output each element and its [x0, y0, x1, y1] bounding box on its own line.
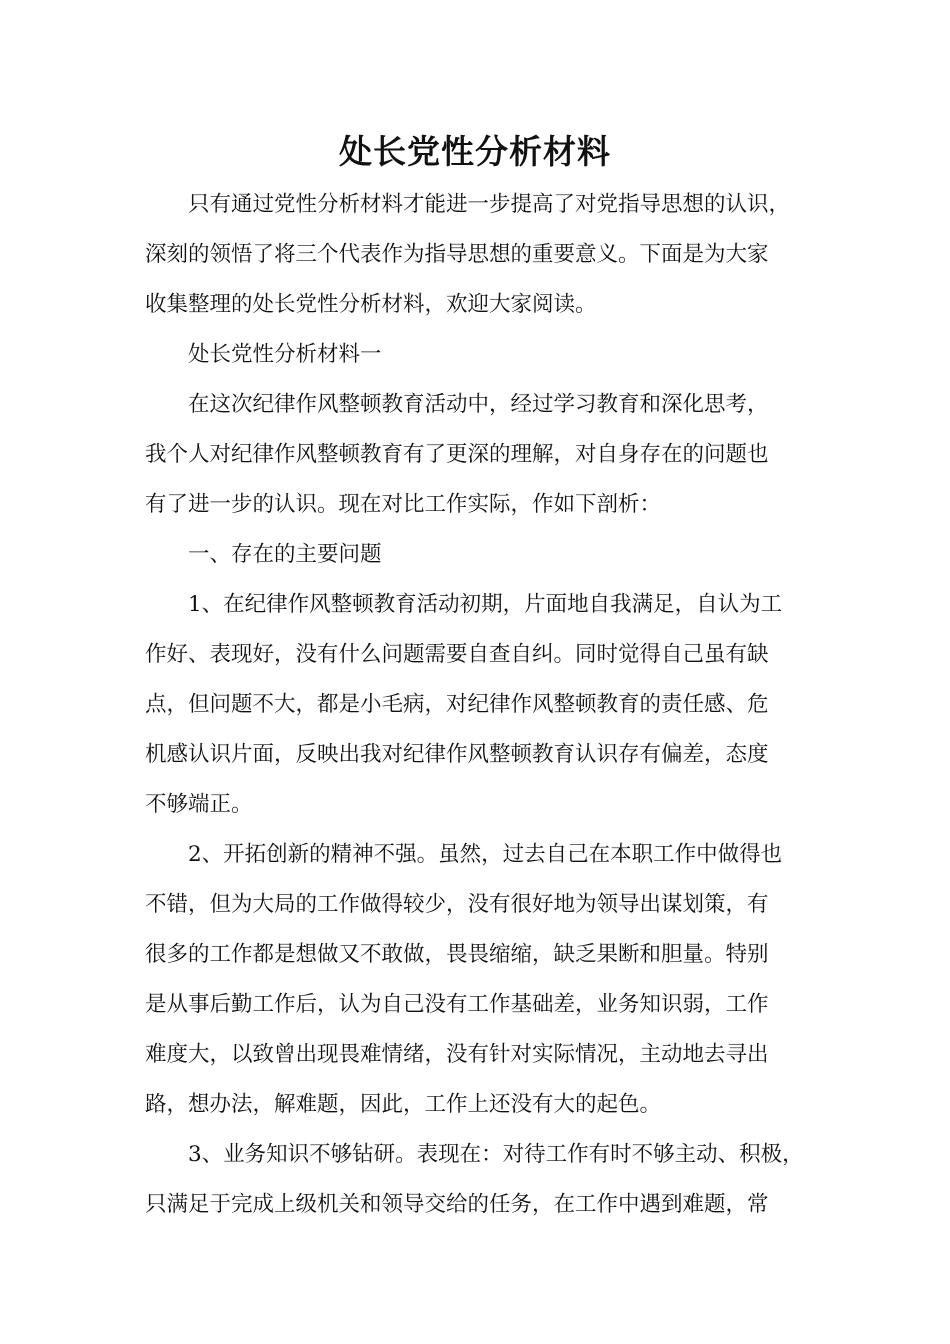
text-line: 机感认识片面，反映出我对纪律作风整顿教育认识存有偏差，态度 [145, 742, 769, 767]
text-line: 难度大，以致曾出现畏难情绪，没有针对实际情况，主动地去寻出 [145, 1042, 769, 1067]
text-line: 只有通过党性分析材料才能进一步提高了对党指导思想的认识， [188, 192, 791, 217]
paragraph-preface [145, 380, 825, 530]
paragraph-intro [145, 180, 825, 330]
text-line: 点，但问题不大，都是小毛病，对纪律作风整顿教育的责任感、危 [145, 692, 769, 717]
text-line: 在这次纪律作风整顿教育活动中，经过学习教育和深化思考， [188, 392, 769, 417]
text-line: 深刻的领悟了将三个代表作为指导思想的重要意义。下面是为大家 [145, 242, 769, 267]
section-heading-main-problems [145, 530, 825, 580]
text-line: 有了进一步的认识。现在对比工作实际，作如下剖析： [145, 492, 662, 517]
section-heading-material-one [145, 330, 825, 380]
text-line: 3、业务知识不够钻研。表现在：对待工作有时不够主动、积极， [188, 1142, 804, 1167]
text-line: 路，想办法，解难题，因此，工作上还没有大的起色。 [145, 1092, 662, 1117]
paragraph-item-2 [145, 830, 825, 1130]
document-body [145, 180, 825, 1230]
text-line: 一、存在的主要问题 [188, 542, 382, 567]
text-line: 很多的工作都是想做又不敢做，畏畏缩缩，缺乏果断和胆量。特别 [145, 942, 769, 967]
document-title: 处长党性分析材料 [339, 132, 611, 171]
text-line: 处长党性分析材料一 [188, 342, 382, 367]
text-line: 1、在纪律作风整顿教育活动初期，片面地自我满足，自认为工 [188, 592, 783, 617]
paragraph-item-1 [145, 580, 825, 830]
paragraph-item-3 [145, 1130, 825, 1230]
text-line: 我个人对纪律作风整顿教育有了更深的理解，对自身存在的问题也 [145, 442, 769, 467]
text-line: 不够端正。 [145, 792, 253, 817]
text-line: 是从事后勤工作后，认为自己没有工作基础差，业务知识弱，工作 [145, 992, 769, 1017]
text-line: 收集整理的处长党性分析材料，欢迎大家阅读。 [145, 292, 597, 317]
text-line: 只满足于完成上级机关和领导交给的任务，在工作中遇到难题，常 [145, 1192, 769, 1217]
text-line: 不错，但为大局的工作做得较少，没有很好地为领导出谋划策，有 [145, 892, 769, 917]
text-line: 2、开拓创新的精神不强。虽然，过去自己在本职工作中做得也 [188, 842, 783, 867]
text-line: 作好、表现好，没有什么问题需要自查自纠。同时觉得自己虽有缺 [145, 642, 769, 667]
